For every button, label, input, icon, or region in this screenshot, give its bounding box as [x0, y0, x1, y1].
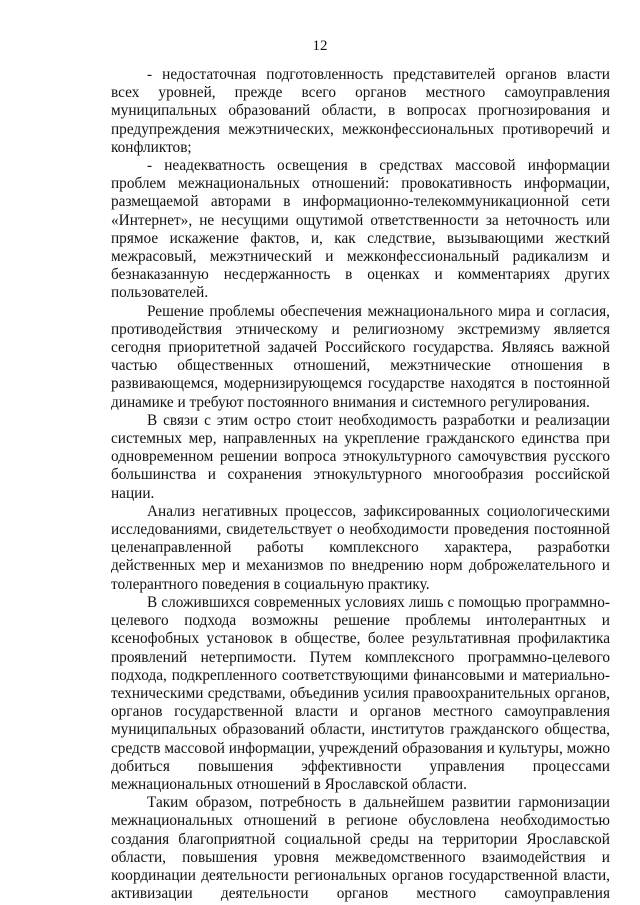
- page-number: 12: [312, 38, 328, 54]
- paragraph-media-coverage: - неадекватность освещения в средствах массовой информации проблем межнациональных отношений: провокативность информации, размещаемой авторами в информационно-телекоммуникационной сети «Интернет», не несущими ощутимой ответственности за неточность или прямое искажение фактов, и, как следствие, вызывающими жесткий межрасовый, межэтнический и межконфессиональный радикализм и безнаказанную несдержанность в оценках и комментариях других пользователей.: [111, 157, 610, 302]
- document-body: [111, 66, 610, 903]
- paragraph-problem-solution: Решение проблемы обеспечения межнационального мира и согласия, противодействия этническому и религиозному экстремизму является сегодня приоритетной задачей Российского государства. Являясь важной частью общественных отношений, межэтнические отношения в развивающемся, модернизирующемся государстве находятся в постоянной динамике и требуют постоянного внимания и системного регулирования.: [111, 302, 610, 411]
- paragraph-program-approach: В сложившихся современных условиях лишь с помощью программно-целевого подхода возможны решение проблемы интолерантных и ксенофобных установок в обществе, более результативная профилактика проявлений нетерпимости. Путем комплексного программно-целевого подхода, подкрепленного соответствующими финансовыми и материально-техническими средствами, объединив усилия правоохранительных органов, органов государственной власти и органов местного самоуправления муниципальных образований области, институтов гражданского общества, средств массовой информации, учреждений образования и культуры, можно добиться повышения эффективности управления процессами межнациональных отношений в Ярославской области.: [111, 593, 610, 793]
- paragraph-system-measures: В связи с этим остро стоит необходимость разработки и реализации системных мер, направленных на укрепление гражданского единства при одновременном решении вопроса этнокультурного самочувствия русского большинства и сохранения этнокультурного многообразия российской нации.: [111, 411, 610, 502]
- paragraph-analysis: Анализ негативных процессов, зафиксированных социологическими исследованиями, свидетельствует о необходимости проведения постоянной целенаправленной работы комплексного характера, разработки действенных мер и механизмов по внедрению норм доброжелательного и толерантного поведения в социальную практику.: [111, 502, 610, 593]
- paragraph-insufficient-preparedness: - недостаточная подготовленность представителей органов власти всех уровней, прежде всего органов местного самоуправления муниципальных образований области, в вопросах прогнозирования и предупреждения межэтнических, межконфессиональных противоречий и конфликтов;: [111, 66, 610, 156]
- paragraph-conclusion: Таким образом, потребность в дальнейшем развитии гармонизации межнациональных отношений в регионе обусловлена необходимостью создания благоприятной социальной среды на территории Ярославской области, повышения уровня межведомственного взаимодействия и координации деятельности региональных органов государственной власти, активизации деятельности органов местного самоуправления: [111, 794, 610, 903]
